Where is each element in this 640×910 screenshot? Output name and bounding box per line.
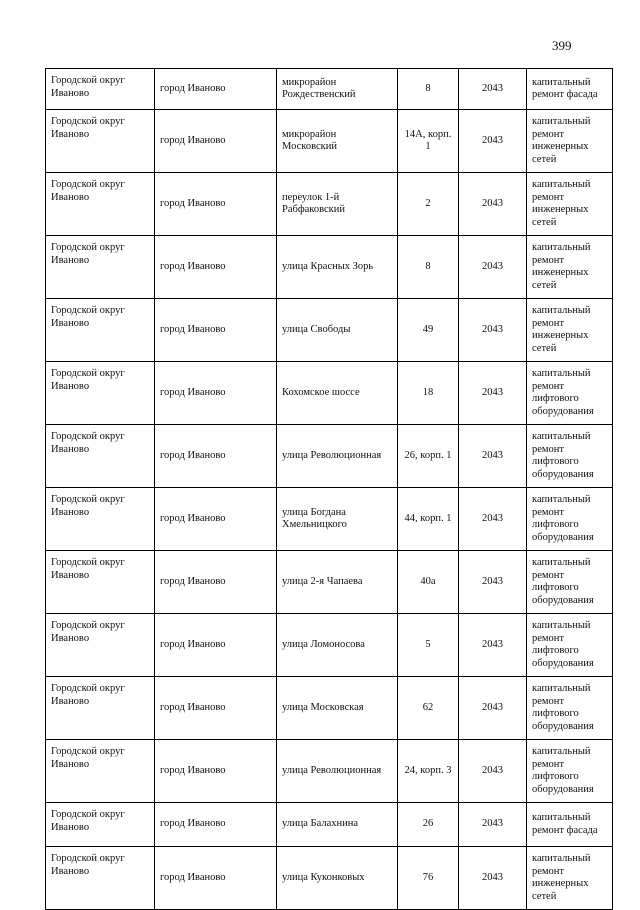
- street-cell: микрорайон Рождественский: [277, 69, 398, 110]
- table-row: [46, 677, 613, 740]
- work-type-cell: капитальный ремонт лифтового оборудования: [527, 677, 613, 740]
- work-type-cell: капитальный ремонт лифтового оборудования: [527, 488, 613, 551]
- year-cell: 2043: [459, 110, 527, 173]
- table-row: [46, 803, 613, 847]
- house-cell: 2: [398, 173, 459, 236]
- table-row: [46, 488, 613, 551]
- year-cell: 2043: [459, 425, 527, 488]
- street-cell: улица Богдана Хмельницкого: [277, 488, 398, 551]
- work-type-cell: капитальный ремонт инженерных сетей: [527, 299, 613, 362]
- city-cell: город Иваново: [155, 425, 277, 488]
- street-cell: улица Московская: [277, 677, 398, 740]
- okrug-cell: Городской округ Иваново: [46, 847, 155, 910]
- year-cell: 2043: [459, 803, 527, 847]
- work-type-cell: капитальный ремонт инженерных сетей: [527, 110, 613, 173]
- table-row: [46, 110, 613, 173]
- okrug-cell: Городской округ Иваново: [46, 551, 155, 614]
- city-cell: город Иваново: [155, 740, 277, 803]
- house-cell: 76: [398, 847, 459, 910]
- city-cell: город Иваново: [155, 173, 277, 236]
- city-cell: город Иваново: [155, 551, 277, 614]
- city-cell: город Иваново: [155, 110, 277, 173]
- work-type-cell: капитальный ремонт инженерных сетей: [527, 236, 613, 299]
- repair-schedule-table: [45, 68, 613, 910]
- house-cell: 5: [398, 614, 459, 677]
- street-cell: улица Ломоносова: [277, 614, 398, 677]
- year-cell: 2043: [459, 488, 527, 551]
- page-number: 399: [552, 38, 572, 53]
- work-type-cell: капитальный ремонт фасада: [527, 69, 613, 110]
- house-cell: 49: [398, 299, 459, 362]
- work-type-cell: капитальный ремонт лифтового оборудования: [527, 362, 613, 425]
- work-type-cell: капитальный ремонт лифтового оборудования: [527, 614, 613, 677]
- okrug-cell: Городской округ Иваново: [46, 236, 155, 299]
- street-cell: улица Куконковых: [277, 847, 398, 910]
- house-cell: 18: [398, 362, 459, 425]
- okrug-cell: Городской округ Иваново: [46, 69, 155, 110]
- table-row: [46, 236, 613, 299]
- work-type-cell: капитальный ремонт инженерных сетей: [527, 173, 613, 236]
- okrug-cell: Городской округ Иваново: [46, 677, 155, 740]
- table-row: [46, 847, 613, 910]
- table-row: [46, 425, 613, 488]
- street-cell: микрорайон Московский: [277, 110, 398, 173]
- year-cell: 2043: [459, 236, 527, 299]
- okrug-cell: Городской округ Иваново: [46, 425, 155, 488]
- okrug-cell: Городской округ Иваново: [46, 299, 155, 362]
- street-cell: переулок 1-й Рабфаковский: [277, 173, 398, 236]
- year-cell: 2043: [459, 551, 527, 614]
- street-cell: улица Свободы: [277, 299, 398, 362]
- city-cell: город Иваново: [155, 803, 277, 847]
- street-cell: улица Балахнина: [277, 803, 398, 847]
- street-cell: улица Революционная: [277, 425, 398, 488]
- work-type-cell: капитальный ремонт лифтового оборудования: [527, 551, 613, 614]
- house-cell: 26, корп. 1: [398, 425, 459, 488]
- okrug-cell: Городской округ Иваново: [46, 362, 155, 425]
- work-type-cell: капитальный ремонт фасада: [527, 803, 613, 847]
- city-cell: город Иваново: [155, 847, 277, 910]
- table-row: [46, 551, 613, 614]
- house-cell: 62: [398, 677, 459, 740]
- house-cell: 24, корп. 3: [398, 740, 459, 803]
- street-cell: улица 2-я Чапаева: [277, 551, 398, 614]
- year-cell: 2043: [459, 614, 527, 677]
- street-cell: улица Революционная: [277, 740, 398, 803]
- city-cell: город Иваново: [155, 69, 277, 110]
- year-cell: 2043: [459, 299, 527, 362]
- city-cell: город Иваново: [155, 362, 277, 425]
- city-cell: город Иваново: [155, 614, 277, 677]
- work-type-cell: капитальный ремонт инженерных сетей: [527, 847, 613, 910]
- okrug-cell: Городской округ Иваново: [46, 740, 155, 803]
- year-cell: 2043: [459, 847, 527, 910]
- year-cell: 2043: [459, 69, 527, 110]
- year-cell: 2043: [459, 173, 527, 236]
- table-row: [46, 173, 613, 236]
- city-cell: город Иваново: [155, 236, 277, 299]
- year-cell: 2043: [459, 677, 527, 740]
- year-cell: 2043: [459, 740, 527, 803]
- street-cell: улица Красных Зорь: [277, 236, 398, 299]
- city-cell: город Иваново: [155, 677, 277, 740]
- house-cell: 8: [398, 69, 459, 110]
- table-row: [46, 299, 613, 362]
- table-row: [46, 362, 613, 425]
- work-type-cell: капитальный ремонт лифтового оборудования: [527, 425, 613, 488]
- table-row: [46, 614, 613, 677]
- okrug-cell: Городской округ Иваново: [46, 110, 155, 173]
- house-cell: 44, корп. 1: [398, 488, 459, 551]
- table-row: [46, 69, 613, 110]
- house-cell: 40а: [398, 551, 459, 614]
- house-cell: 26: [398, 803, 459, 847]
- year-cell: 2043: [459, 362, 527, 425]
- house-cell: 8: [398, 236, 459, 299]
- okrug-cell: Городской округ Иваново: [46, 488, 155, 551]
- okrug-cell: Городской округ Иваново: [46, 173, 155, 236]
- work-type-cell: капитальный ремонт лифтового оборудования: [527, 740, 613, 803]
- street-cell: Кохомское шоссе: [277, 362, 398, 425]
- table-row: [46, 740, 613, 803]
- okrug-cell: Городской округ Иваново: [46, 803, 155, 847]
- house-cell: 14А, корп. 1: [398, 110, 459, 173]
- okrug-cell: Городской округ Иваново: [46, 614, 155, 677]
- city-cell: город Иваново: [155, 488, 277, 551]
- city-cell: город Иваново: [155, 299, 277, 362]
